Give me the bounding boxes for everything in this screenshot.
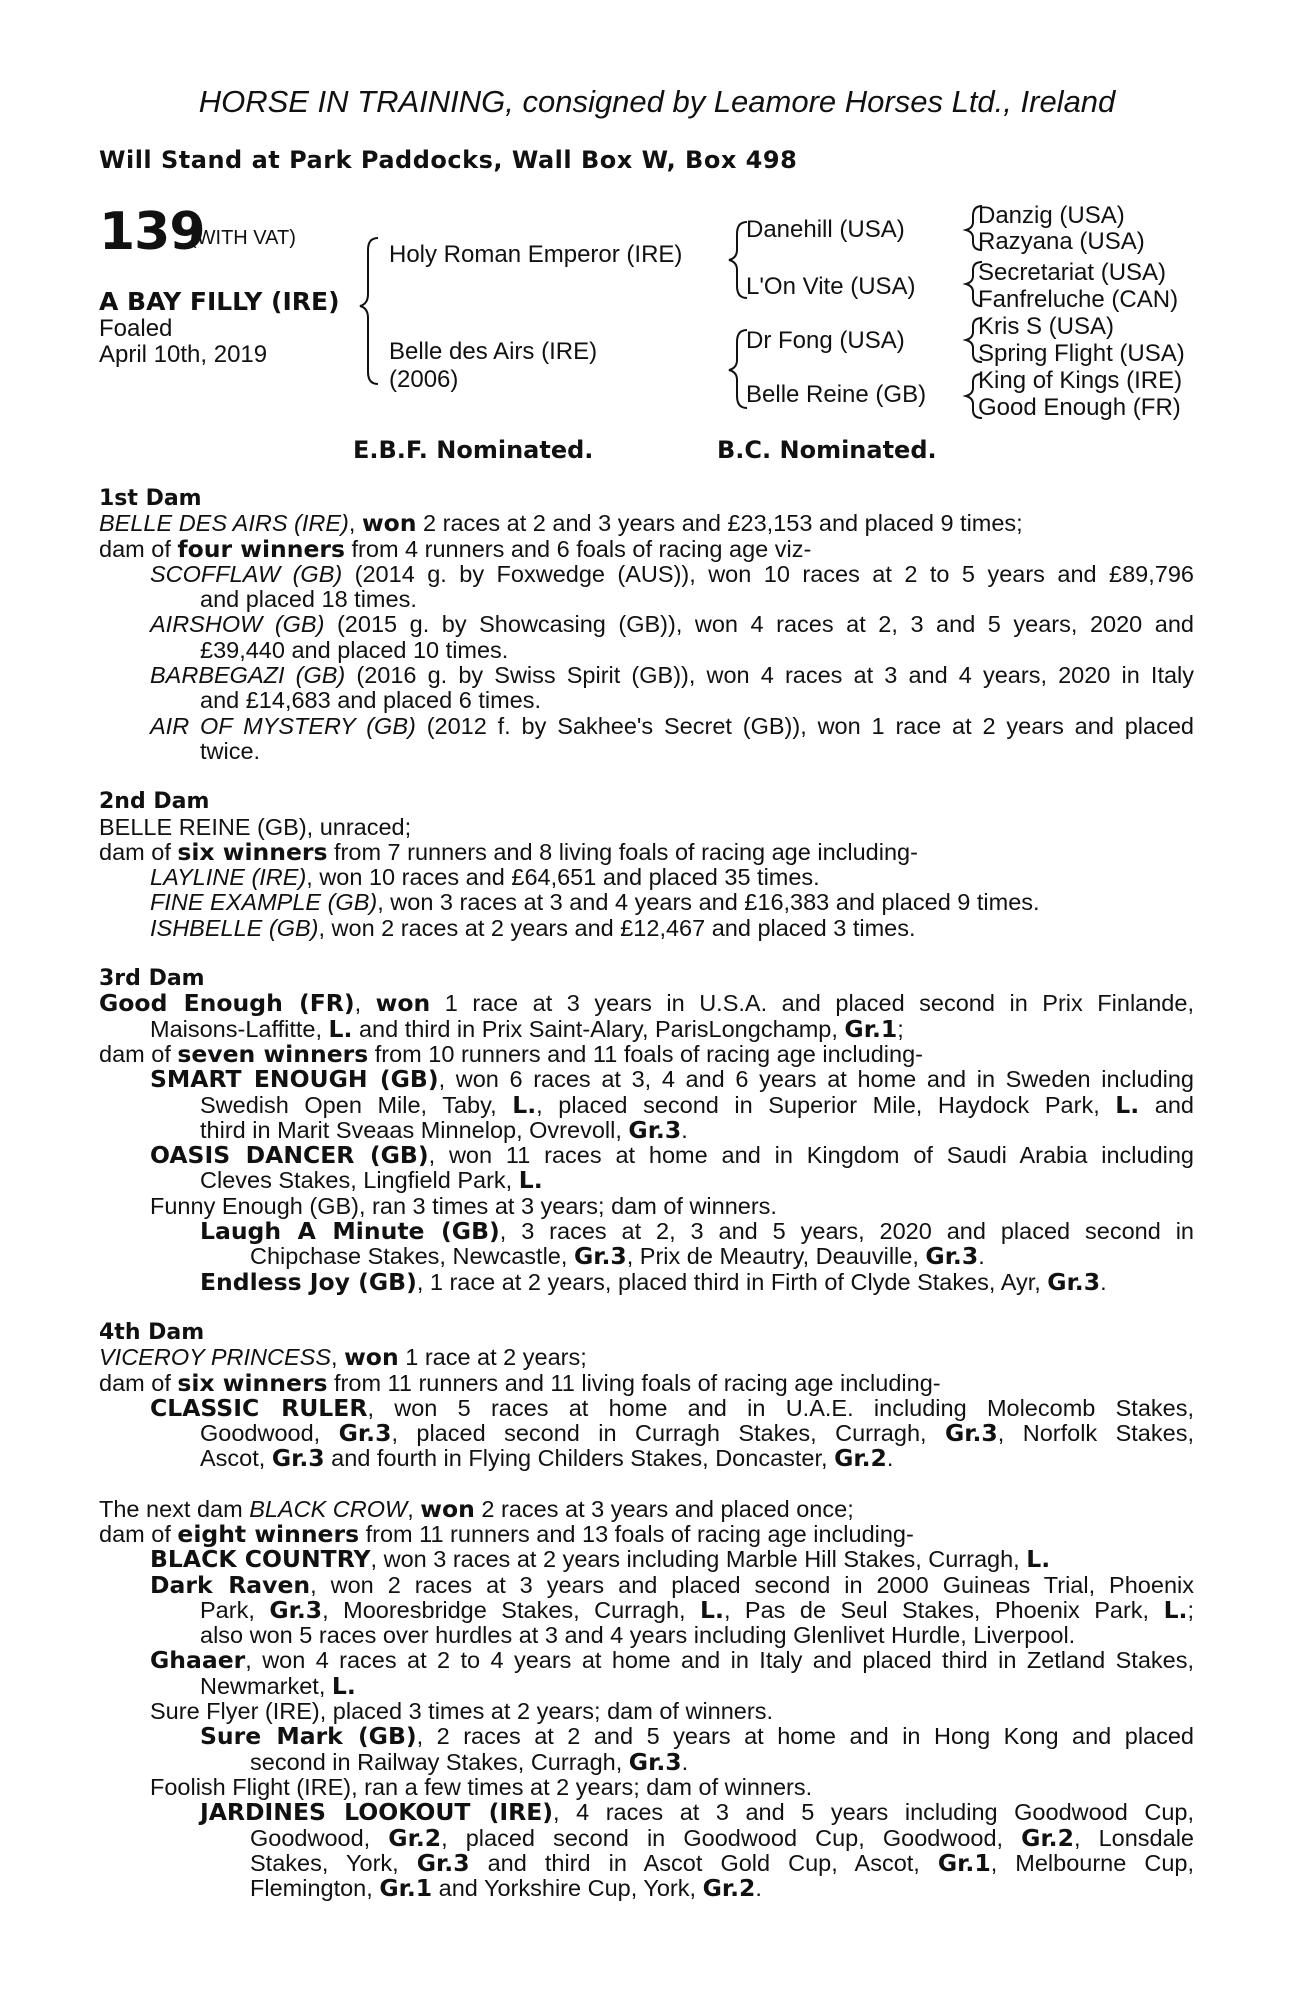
text-run: , won 3 races at 3 and 4 years and £16,383 and placed 9 times. [377, 889, 1040, 916]
bold-text: Sure Mark (GB) [200, 1722, 417, 1751]
pedigree-g3-6: Spring Flight (USA) [978, 340, 1185, 367]
text-run: from 10 runners and 11 foals of racing age including- [368, 1040, 923, 1067]
text-run: , won 4 races at 2 to 4 years at home and in Italy and placed third in Zetland Stakes, [245, 1647, 1194, 1674]
bold-text: Laugh A Minute (GB) [200, 1217, 500, 1246]
text-run: dam of [99, 1040, 178, 1067]
text-run: , Prix de Meautry, Deauville, [626, 1243, 926, 1270]
text-run: , Norfolk Stakes, [997, 1420, 1194, 1447]
pedigree-dam-year: (2006) [389, 366, 459, 393]
text-line [99, 1547, 1194, 1572]
text-line [99, 837, 1194, 866]
dam-section [99, 1320, 1194, 1472]
text-run: Chipchase Stakes, Newcastle, [250, 1243, 574, 1270]
italic-name: ISHBELLE (GB) [150, 914, 319, 941]
text-run: , Melbourne Cup, [990, 1849, 1194, 1876]
text-run: Goodwood, [200, 1420, 339, 1447]
italic-name: BARBEGAZI (GB) [150, 662, 346, 689]
text-line [99, 688, 1194, 713]
text-line [99, 534, 1194, 563]
italic-name: BELLE DES AIRS (IRE) [99, 510, 349, 537]
text-run: second in Railway Stakes, Curragh, [250, 1748, 629, 1775]
text-run: , 3 races at 2, 3 and 5 years, 2020 and placed second in [499, 1218, 1194, 1245]
text-run: and [1139, 1091, 1194, 1118]
text-run: Maisons-Laffitte, [150, 1015, 329, 1042]
text-line [99, 1446, 1194, 1471]
text-run: , [331, 1344, 345, 1371]
text-run: Swedish Open Mile, Taby, [200, 1091, 513, 1118]
text-run: , Mooresbridge Stakes, Curragh, [322, 1596, 701, 1623]
bold-text: won [375, 989, 431, 1018]
text-run: from 7 runners and 8 living foals of racing age including- [327, 838, 918, 865]
bold-text: L. [328, 1014, 353, 1043]
pedigree-sire-sire: Danehill (USA) [746, 216, 905, 243]
text-run: Flemington, [250, 1875, 380, 1902]
text-line [99, 1800, 1194, 1825]
text-line [99, 1519, 1194, 1548]
bold-text: Gr.3 [925, 1242, 979, 1271]
text-run: Newmarket, [200, 1672, 332, 1699]
text-run: ; [1187, 1596, 1194, 1623]
text-run: Sure Flyer (IRE), placed 3 times at 2 years; dam of winners. [150, 1698, 773, 1725]
text-line [99, 1876, 1194, 1901]
text-run: dam of [99, 838, 178, 865]
text-run: Stakes, York, [250, 1849, 417, 1876]
section-title: 4th Dam [99, 1319, 205, 1345]
text-run: £39,440 and placed 10 times. [200, 636, 509, 663]
text-run: ; [897, 1015, 904, 1042]
bold-text: six winners [177, 1368, 328, 1397]
foaled-label: Foaled [99, 315, 173, 342]
text-line [99, 890, 1194, 915]
dam-section [99, 486, 1194, 764]
bold-text: L. [331, 1671, 356, 1700]
pedigree-sire: Holy Roman Emperor (IRE) [389, 241, 683, 268]
italic-name: FINE EXAMPLE (GB) [150, 889, 378, 916]
text-run: from 11 runners and 11 living foals of racing age including- [327, 1369, 941, 1396]
section-title: 3rd Dam [99, 966, 205, 992]
pedigree-dam-sire: Dr Fong (USA) [746, 327, 905, 354]
text-line [99, 714, 1194, 739]
pedigree-dam-dam: Belle Reine (GB) [746, 381, 927, 408]
italic-name: VICEROY PRINCESS [99, 1344, 332, 1371]
text-run: , Lonsdale [1073, 1824, 1194, 1851]
bold-text: Endless Joy (GB) [200, 1267, 417, 1296]
bold-text: Gr.2 [702, 1874, 756, 1903]
text-line [99, 1724, 1194, 1749]
bold-text: SMART ENOUGH (GB) [150, 1065, 439, 1094]
text-line [99, 1623, 1194, 1648]
bold-text: Good Enough (FR) [99, 989, 355, 1018]
text-line [99, 1648, 1194, 1673]
horse-name: A BAY FILLY (IRE) [99, 287, 340, 316]
ebf-nomination: E.B.F. Nominated. [353, 436, 594, 464]
text-run: . [886, 1445, 894, 1472]
text-line [99, 1747, 1194, 1776]
bold-text: Gr.3 [573, 1242, 627, 1271]
text-line [99, 1143, 1194, 1168]
dam-section [99, 1494, 1194, 1903]
bold-text: four winners [177, 534, 345, 563]
lot-number: 139 [99, 202, 205, 262]
text-line [99, 1194, 1194, 1219]
bold-text: won [344, 1343, 399, 1372]
text-line [99, 815, 1194, 840]
bold-text: Gr.2 [388, 1823, 442, 1852]
text-run: , won 3 races at 2 years including Marble Hill Stakes, Curragh, [370, 1546, 1027, 1573]
text-line [99, 1267, 1194, 1296]
text-run: Funny Enough (GB), ran 3 times at 3 years; dam of winners. [150, 1192, 777, 1219]
text-run: , won 6 races at 3, 4 and 6 years at home and in Sweden including [438, 1066, 1194, 1093]
text-run: (2016 g. by Swiss Spirit (GB)), won 4 races at 3 and 4 years, 2020 in Italy [345, 662, 1195, 689]
bold-text: Gr.2 [1021, 1823, 1074, 1852]
text-run: , won 5 races at home and in U.A.E. including Molecomb Stakes, [367, 1394, 1194, 1421]
text-run: third in Marit Sveaas Minnelop, Ovrevoll, [200, 1116, 629, 1143]
pedigree-g3-7: King of Kings (IRE) [978, 367, 1183, 394]
text-run: , 2 races at 2 and 5 years at home and in Hong Kong and placed [416, 1723, 1194, 1750]
bold-text: L. [1026, 1545, 1051, 1574]
italic-name: AIR OF MYSTERY (GB) [150, 712, 416, 739]
pedigree-bracket-dam [729, 330, 747, 408]
bold-text: Gr.3 [269, 1595, 323, 1624]
bold-text: CLASSIC RULER [150, 1393, 368, 1422]
text-run: and Yorkshire Cup, York, [432, 1875, 703, 1902]
text-line [99, 1244, 1194, 1269]
bold-text: Gr.1 [937, 1848, 991, 1877]
italic-name: AIRSHOW (GB) [150, 611, 325, 638]
pedigree-notes [99, 486, 1194, 1901]
text-run: , 1 race at 2 years, placed third in Firth of Clyde Stakes, Ayr, [416, 1268, 1048, 1295]
text-run: , [354, 990, 376, 1017]
text-run: , won 11 races at home and in Kingdom of Saudi Arabia including [428, 1142, 1194, 1169]
text-run: , won 2 races at 3 years and placed second in 2000 Guineas Trial, Phoenix [310, 1571, 1194, 1598]
text-run: . [681, 1116, 688, 1143]
bold-text: L. [512, 1090, 537, 1119]
italic-name: LAYLINE (IRE) [150, 864, 307, 891]
text-run: also won 5 races over hurdles at 3 and 4 years including Glenlivet Hurdle, Liverpool. [200, 1622, 1076, 1649]
bold-text: L. [1115, 1090, 1140, 1119]
text-run: The next dam [99, 1495, 250, 1522]
pedigree-g3-1: Danzig (USA) [978, 202, 1125, 229]
section-title: 1st Dam [99, 486, 202, 511]
text-run: . [755, 1875, 762, 1902]
text-run: , [348, 510, 362, 537]
bold-text: Gr.3 [416, 1848, 470, 1877]
page-title: HORSE IN TRAINING, consigned by Leamore Horses Ltd., Ireland [198, 84, 1116, 119]
text-run: (2014 g. by Foxwedge (AUS)), won 10 races at 2 to 5 years and £89,796 [342, 560, 1194, 587]
text-run: 2 races at 3 years and placed once; [474, 1495, 854, 1522]
text-line [99, 663, 1194, 688]
text-line [99, 1775, 1194, 1800]
text-run: dam of [99, 1520, 178, 1547]
text-line [99, 1014, 1194, 1043]
text-run: twice. [200, 737, 261, 764]
bold-text: eight winners [177, 1519, 360, 1548]
pedigree-g3-8: Good Enough (FR) [978, 394, 1181, 421]
text-line [99, 1595, 1194, 1624]
text-run: , Pas de Seul Stakes, Phoenix Park, [723, 1596, 1164, 1623]
text-line [99, 1421, 1194, 1446]
text-run: 1 race at 3 years in U.S.A. and placed second in Prix Finlande, [430, 990, 1194, 1017]
text-run: from 11 runners and 13 foals of racing age including- [359, 1520, 914, 1547]
text-line [99, 1570, 1194, 1599]
text-run: and fourth in Flying Childers Stakes, Doncaster, [324, 1445, 835, 1472]
text-line [99, 1219, 1194, 1244]
text-line [99, 916, 1194, 941]
bold-text: L. [700, 1595, 724, 1624]
text-line [99, 1090, 1194, 1119]
bold-text: BLACK COUNTRY [150, 1545, 371, 1574]
text-run: and placed 18 times. [200, 586, 417, 613]
text-run: BELLE REINE (GB), unraced; [99, 813, 412, 840]
bold-text: L. [518, 1166, 543, 1195]
text-run: , placed second in Goodwood Cup, Goodwood, [441, 1824, 1022, 1851]
pedigree-g3-2: Razyana (USA) [978, 228, 1145, 255]
text-line [99, 587, 1194, 612]
vat-label: (WITH VAT) [190, 227, 296, 249]
bold-text: Gr.1 [379, 1874, 433, 1903]
text-run: and £14,683 and placed 6 times. [200, 687, 542, 714]
text-line [99, 1168, 1194, 1193]
bold-text: Gr.3 [628, 1747, 682, 1776]
pedigree-dam: Belle des Airs (IRE) [389, 338, 598, 365]
dam-section [99, 966, 1194, 1295]
bold-text: Gr.3 [338, 1419, 392, 1448]
text-line [99, 1494, 1194, 1523]
foaled-date: April 10th, 2019 [99, 341, 268, 368]
text-run: and third in Ascot Gold Cup, Ascot, [469, 1849, 938, 1876]
pedigree-g3-5: Kris S (USA) [978, 313, 1115, 340]
bold-text: Ghaaer [150, 1646, 246, 1675]
text-run: dam of [99, 1369, 178, 1396]
text-run: dam of [99, 535, 178, 562]
bold-text: won [361, 509, 417, 538]
text-line [99, 511, 1194, 536]
text-line [99, 1368, 1194, 1397]
text-line [99, 1067, 1194, 1092]
bold-text: won [420, 1494, 475, 1523]
text-run: (2015 g. by Showcasing (GB)), won 4 races at 2, 3 and 5 years, 2020 and [324, 611, 1194, 638]
pedigree-g3-3: Secretariat (USA) [978, 259, 1167, 286]
pedigree-bracket-sire [729, 222, 747, 298]
bold-text: Gr.3 [944, 1419, 998, 1448]
dam-section [99, 789, 1194, 941]
pedigree-sire-dam: L'On Vite (USA) [746, 273, 916, 300]
bold-text: Gr.2 [834, 1444, 887, 1473]
text-line [99, 991, 1194, 1016]
text-run: from 4 runners and 6 foals of racing age viz- [345, 535, 812, 562]
italic-name: BLACK CROW [249, 1495, 408, 1522]
text-line [99, 638, 1194, 663]
pedigree-g3-4: Fanfreluche (CAN) [978, 286, 1179, 313]
text-run: , [407, 1495, 421, 1522]
text-line [99, 865, 1194, 890]
bold-text: six winners [177, 837, 328, 866]
text-run: . [978, 1243, 985, 1270]
text-line [99, 562, 1194, 587]
text-run: Park, [200, 1596, 270, 1623]
text-run: 2 races at 2 and 3 years and £23,153 and placed 9 times; [416, 510, 1023, 537]
bold-text: JARDINES LOOKOUT (IRE) [200, 1798, 554, 1827]
text-line [99, 1848, 1194, 1877]
text-line [99, 739, 1194, 764]
text-line [99, 1823, 1194, 1852]
text-run: and third in Prix Saint-Alary, ParisLongchamp, [352, 1015, 845, 1042]
text-run: , won 2 races at 2 years and £12,467 and placed 3 times. [318, 914, 916, 941]
text-run: Foolish Flight (IRE), ran a few times at 2 years; dam of winners. [150, 1773, 813, 1800]
bold-text: Dark Raven [150, 1570, 311, 1599]
text-run: Cleves Stakes, Lingfield Park, [200, 1167, 519, 1194]
text-run: . [681, 1748, 689, 1775]
text-run: (2012 f. by Sakhee's Secret (GB)), won 1 race at 2 years and placed [415, 712, 1194, 739]
text-run: , placed second in Superior Mile, Haydock Park, [536, 1091, 1116, 1118]
text-run: , won 10 races and £64,651 and placed 35 times. [306, 864, 820, 891]
bold-text: Gr.1 [844, 1014, 898, 1043]
bc-nomination: B.C. Nominated. [717, 436, 937, 464]
text-run: , placed second in Curragh Stakes, Curragh, [391, 1420, 945, 1447]
text-line [99, 1039, 1194, 1068]
text-line [99, 1115, 1194, 1144]
bold-text: Gr.3 [1047, 1267, 1101, 1296]
text-run: 1 race at 2 years; [398, 1344, 587, 1371]
text-line [99, 1699, 1194, 1724]
text-run: . [1100, 1268, 1107, 1295]
section-title: 2nd Dam [99, 789, 210, 815]
bold-text: OASIS DANCER (GB) [150, 1141, 429, 1170]
bold-text: L. [1163, 1595, 1188, 1624]
text-line [99, 612, 1194, 637]
stand-location: Will Stand at Park Paddocks, Wall Box W, Box 498 [99, 146, 798, 174]
bold-text: Gr.3 [628, 1115, 682, 1144]
text-run: , 4 races at 3 and 5 years including Goodwood Cup, [553, 1799, 1194, 1826]
bold-text: Gr.3 [271, 1444, 325, 1473]
text-line [99, 1671, 1194, 1700]
italic-name: SCOFFLAW (GB) [150, 560, 343, 587]
text-line [99, 1393, 1194, 1422]
pedigree-bracket-main [360, 238, 378, 384]
text-line [99, 1345, 1194, 1370]
text-run: Ascot, [200, 1445, 272, 1472]
bold-text: seven winners [177, 1039, 369, 1068]
text-run: Goodwood, [250, 1824, 389, 1851]
